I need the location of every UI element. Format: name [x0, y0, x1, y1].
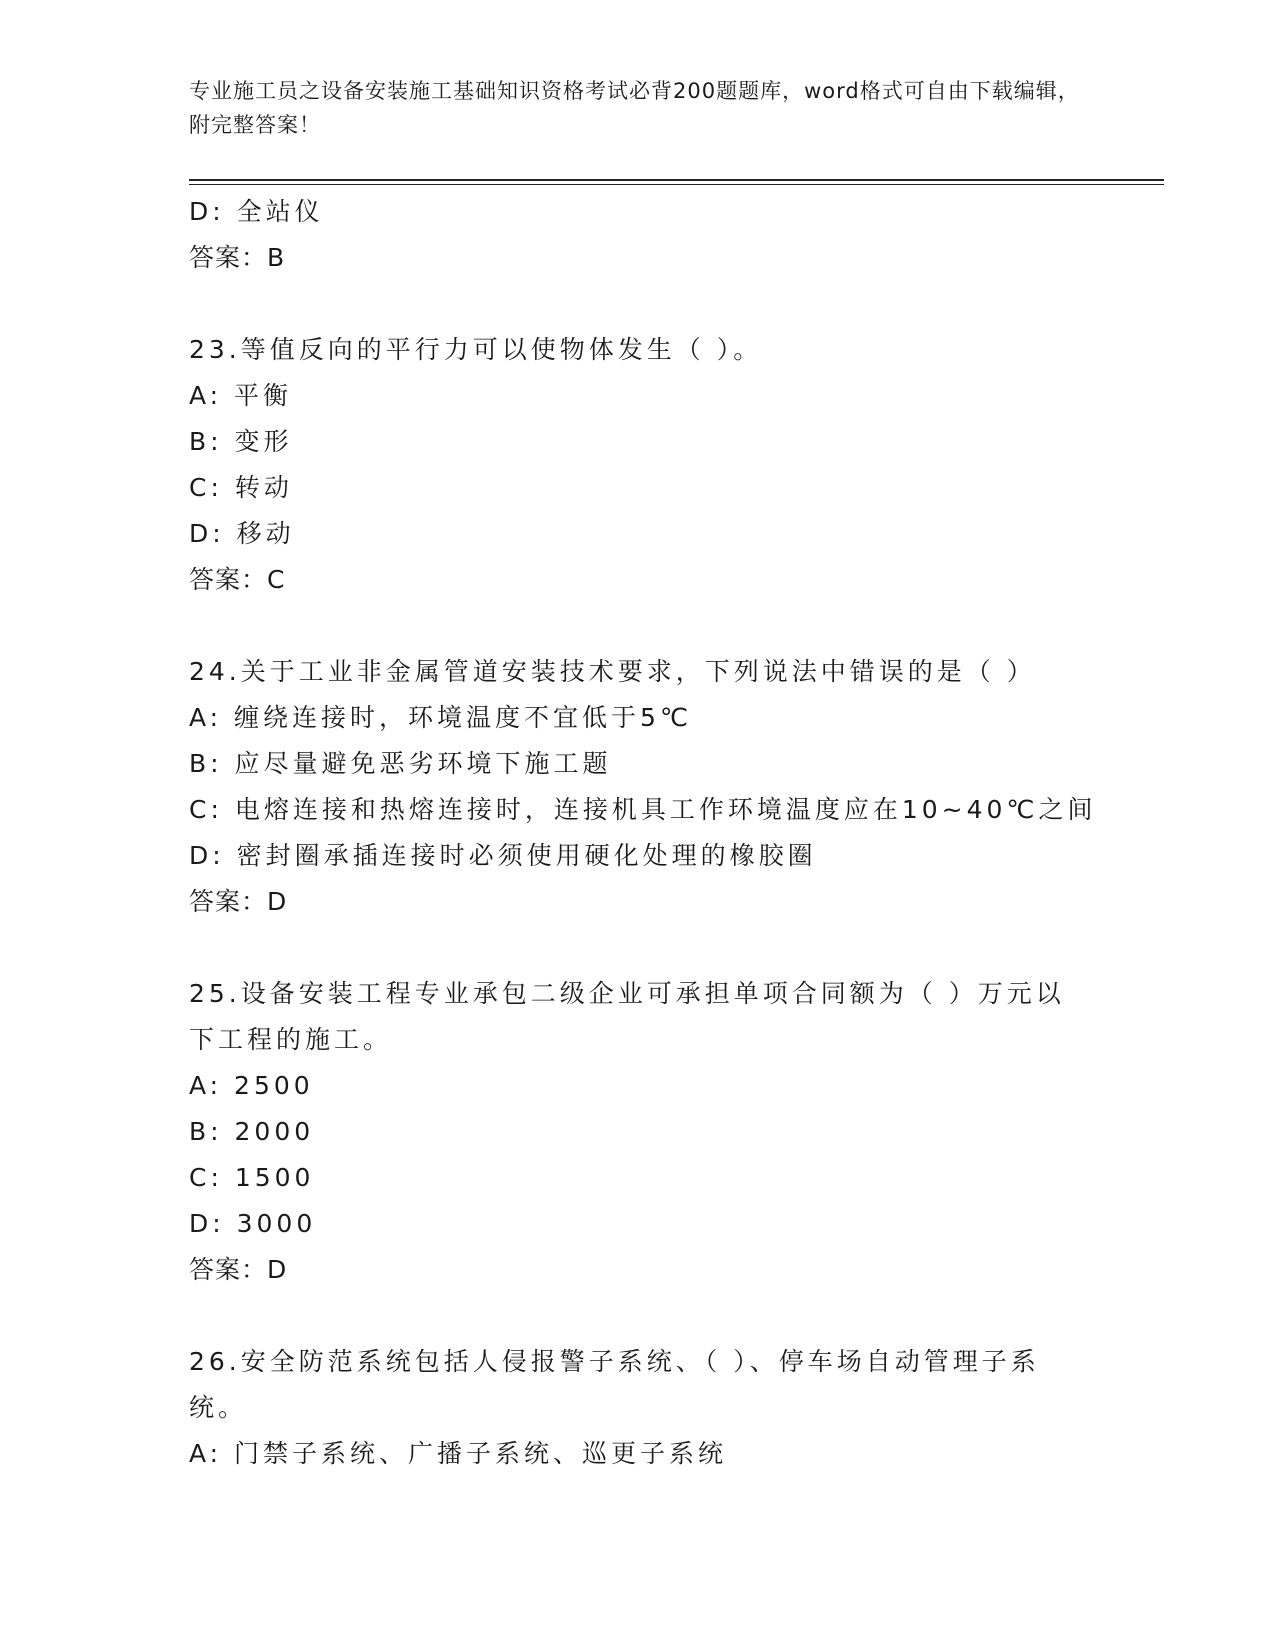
- option-a: A: 缠绕连接时，环境温度不宜低于5℃: [189, 703, 693, 732]
- answer: 答案：C: [189, 565, 286, 594]
- document-header: [189, 74, 1089, 142]
- spacer: [189, 925, 1089, 971]
- option-d: D: 3000: [189, 1209, 317, 1238]
- spacer: [189, 1293, 1089, 1339]
- question-text: 24.关于工业非金属管道安装技术要求，下列说法中错误的是（ ）: [189, 657, 1036, 686]
- spacer: [189, 603, 1089, 649]
- option-c: C: 转动: [189, 473, 293, 502]
- question-text: 26.安全防范系统包括人侵报警子系统、（ ）、停车场自动管理子系统。: [189, 1347, 1040, 1422]
- question-26: [189, 1339, 1089, 1477]
- option-c: C: 电熔连接和热熔连接时，连接机具工作环境温度应在10~40℃之间: [189, 795, 1097, 824]
- option-d: D: 移动: [189, 519, 295, 548]
- question-24: [189, 649, 1097, 925]
- question-text: 25.设备安装工程专业承包二级企业可承担单项合同额为（ ）万元以下工程的施工。: [189, 979, 1065, 1054]
- header-title: 专业施工员之设备安装施工基础知识资格考试必背200题题库，word格式可自由下载编辑，附完整答案！: [189, 79, 1080, 137]
- option-a: A: 门禁子系统、广播子系统、巡更子系统: [189, 1439, 728, 1468]
- option-b: B: 变形: [189, 427, 293, 456]
- answer: 答案：D: [189, 1255, 288, 1284]
- option-d: D: 全站仪: [189, 197, 324, 226]
- spacer: [189, 281, 1089, 327]
- question-22-tail: [189, 189, 1089, 281]
- option-c: C: 1500: [189, 1163, 315, 1192]
- option-b: B: 2000: [189, 1117, 315, 1146]
- option-b: B: 应尽量避免恶劣环境下施工题: [189, 749, 612, 778]
- question-23: [189, 327, 1089, 603]
- header-rule-thick: [189, 179, 1164, 181]
- answer: 答案：B: [189, 243, 286, 272]
- header-rule-thin: [189, 184, 1164, 185]
- question-text: 23.等值反向的平行力可以使物体发生（ ）。: [189, 335, 763, 364]
- option-d: D: 密封圈承插连接时必须使用硬化处理的橡胶圈: [189, 841, 817, 870]
- option-a: A: 2500: [189, 1071, 314, 1100]
- question-list: [189, 189, 1097, 1477]
- option-a: A: 平衡: [189, 381, 293, 410]
- answer: 答案：D: [189, 887, 288, 916]
- question-25: [189, 971, 1089, 1293]
